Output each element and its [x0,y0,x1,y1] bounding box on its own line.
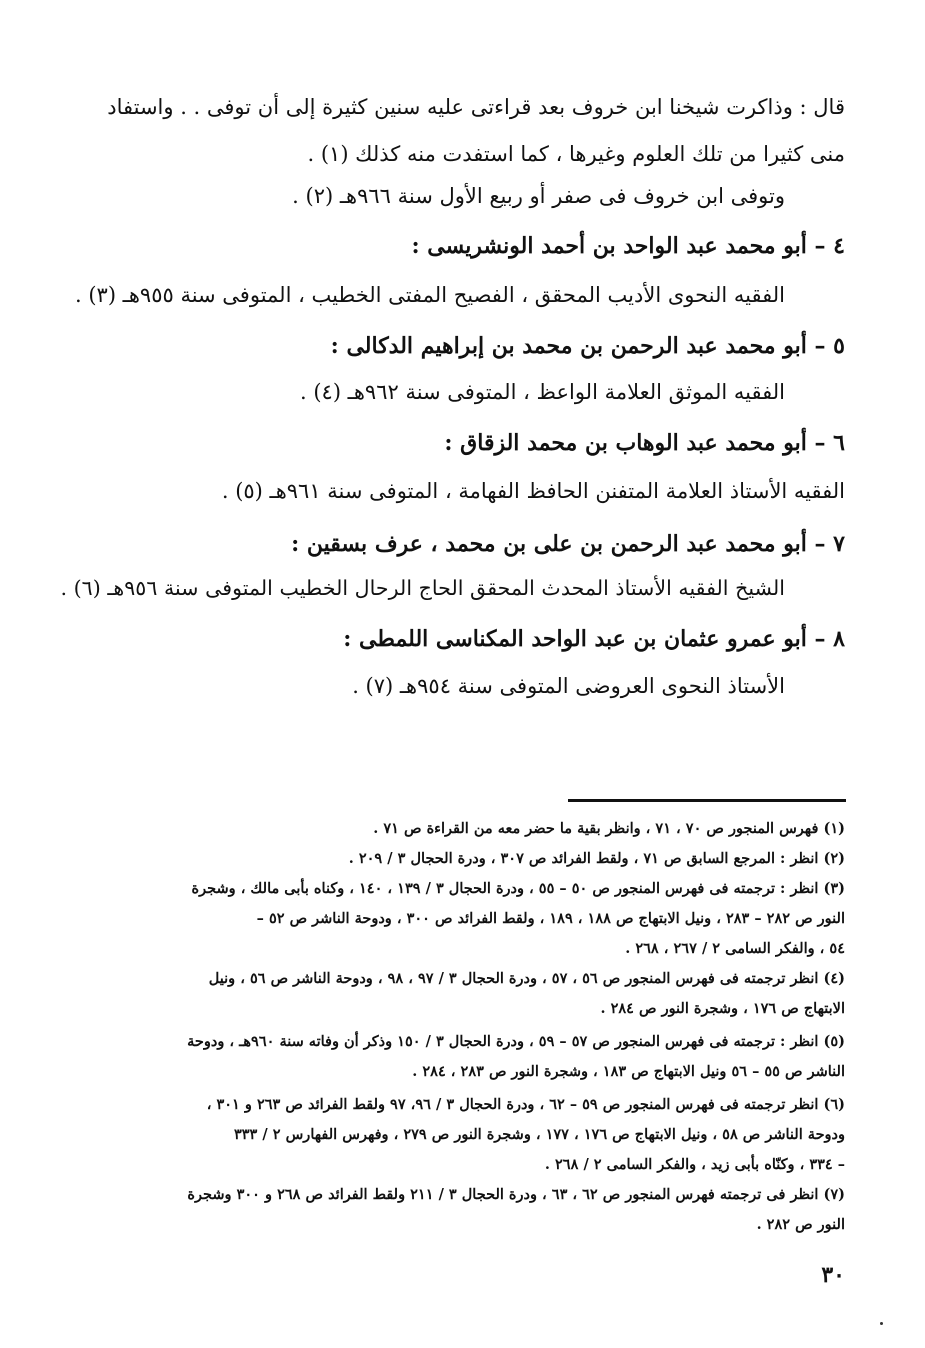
footnote-1: (١) فهرس المنجور ص ٧٠ ، ٧١ ، وانظر بقية ما حضر معه من القراءة ص ٧١ . [373,820,845,837]
entry-heading-7: ٧ – أبو محمد عبد الرحمن بن على بن محمد ، عرف بسقين : [291,531,845,557]
entry-heading-5: ٥ – أبو محمد عبد الرحمن بن محمد بن إبراهيم الدكالى : [330,333,845,359]
footnote-separator [568,799,846,802]
footnote-3-line: النور ص ٢٨٢ – ٢٨٣ ، ونيل الابتهاج ص ١٨٨ ، ١٨٩ ، ولقط الفرائد ص ٣٠٠ ، ودوحة الناشر ص ٥٢ – [256,910,845,927]
footnote-4-line: الابتهاج ص ١٧٦ ، وشجرة النور ص ٢٨٤ . [600,1000,845,1017]
paragraph-line: منى كثيرا من تلك العلوم وغيرها ، كما استفدت منه كذلك (١) . [307,142,845,166]
page-number: ٣٠ [821,1262,845,1288]
footnote-7: (٧) انظر فى ترجمته فهرس المنجور ص ٦٢ ، ٦٣ ، ودرة الحجال ٣ / ٢١١ ولقط الفرائد ص ٢٦٨ و ٣٠٠ وشجرة [187,1186,845,1203]
footnote-6-line: ودوحة الناشر ص ٥٨ ، ونيل الابتهاج ص ١٧٦ ، ١٧٧ ، وشجرة النور ص ٢٧٩ ، وفهرس الفهارس ٢ / ٣٣٣ [233,1126,845,1143]
footnote-6-line: – ٣٣٤ ، وكنّاه بأبى زيد ، والفكر السامى ٢ / ٢٦٨ . [544,1156,845,1173]
footnote-4: (٤) انظر ترجمته فى فهرس المنجور ص ٥٦ ، ٥٧ ، ودرة الحجال ٣ / ٩٧ ، ٩٨ ، ودوحة الناشر ص ٥٦ ، ونيل [208,970,845,987]
footnote-3: (٣) انظر : ترجمته فى فهرس المنجور ص ٥٠ – ٥٥ ، ودرة الحجال ٣ / ١٣٩ ، ١٤٠ ، وكناه بأبى مالك ، وشجرة [191,880,845,897]
footnote-7-line: النور ص ٢٨٢ . [756,1216,845,1233]
entry-text-4: الفقيه النحوى الأديب المحقق ، الفصيح المفتى الخطيب ، المتوفى سنة ٩٥٥هـ (٣) . [74,283,785,307]
entry-text-5: الفقيه الموثق العلامة الواعظ ، المتوفى سنة ٩٦٢هـ (٤) . [299,380,785,404]
paragraph-line: وتوفى ابن خروف فى صفر أو ربيع الأول سنة ٩٦٦هـ (٢) . [292,184,785,208]
entry-heading-6: ٦ – أبو محمد عبد الوهاب بن محمد الزقاق : [444,430,845,456]
footnote-6: (٦) انظر ترجمته فى فهرس المنجور ص ٥٩ – ٦٢ ، ودرة الحجال ٣ / ٩٦، ٩٧ ولقط الفرائد ص ٢٦٣ و ٣٠١ ، [206,1096,845,1113]
entry-heading-4: ٤ – أبو محمد عبد الواحد بن أحمد الونشريسى : [411,233,845,259]
entry-heading-8: ٨ – أبو عمرو عثمان بن عبد الواحد المكناسى اللمطى : [343,626,845,652]
paragraph-line: قال : وذاكرت شيخنا ابن خروف بعد قراءتى عليه سنين كثيرة إلى أن توفى . . واستفاد [107,95,845,119]
entry-text-6: الفقيه الأستاذ العلامة المتفنن الحافظ الفهامة ، المتوفى سنة ٩٦١هـ (٥) . [221,479,845,503]
entry-text-7: الشيخ الفقيه الأستاذ المحدث المحقق الحاج الرحال الخطيب المتوفى سنة ٩٥٦هـ (٦) . [60,576,785,600]
footnote-3-line: ٥٤ ، والفكر السامى ٢ / ٢٦٧ ، ٢٦٨ . [625,940,845,957]
footnote-5-line: الناشر ص ٥٥ – ٥٦ ونيل الابتهاج ص ١٨٣ ، وشجرة النور ص ٢٨٣ ، ٢٨٤ . [412,1063,845,1080]
footnote-2: (٢) انظر : المرجع السابق ص ٧١ ، ولقط الفرائد ص ٣٠٧ ، ودرة الحجال ٣ / ٢٠٩ . [348,850,845,867]
entry-text-8: الأستاذ النحوى العروضى المتوفى سنة ٩٥٤هـ (٧) . [352,674,785,698]
scan-speck [880,1322,883,1325]
footnote-5: (٥) انظر : ترجمته فى فهرس المنجور ص ٥٧ – ٥٩ ، ودرة الحجال ٣ / ١٥٠ وذكر أن وفاته سنة ٩٦٠هـ ، ودوحة [187,1033,845,1050]
